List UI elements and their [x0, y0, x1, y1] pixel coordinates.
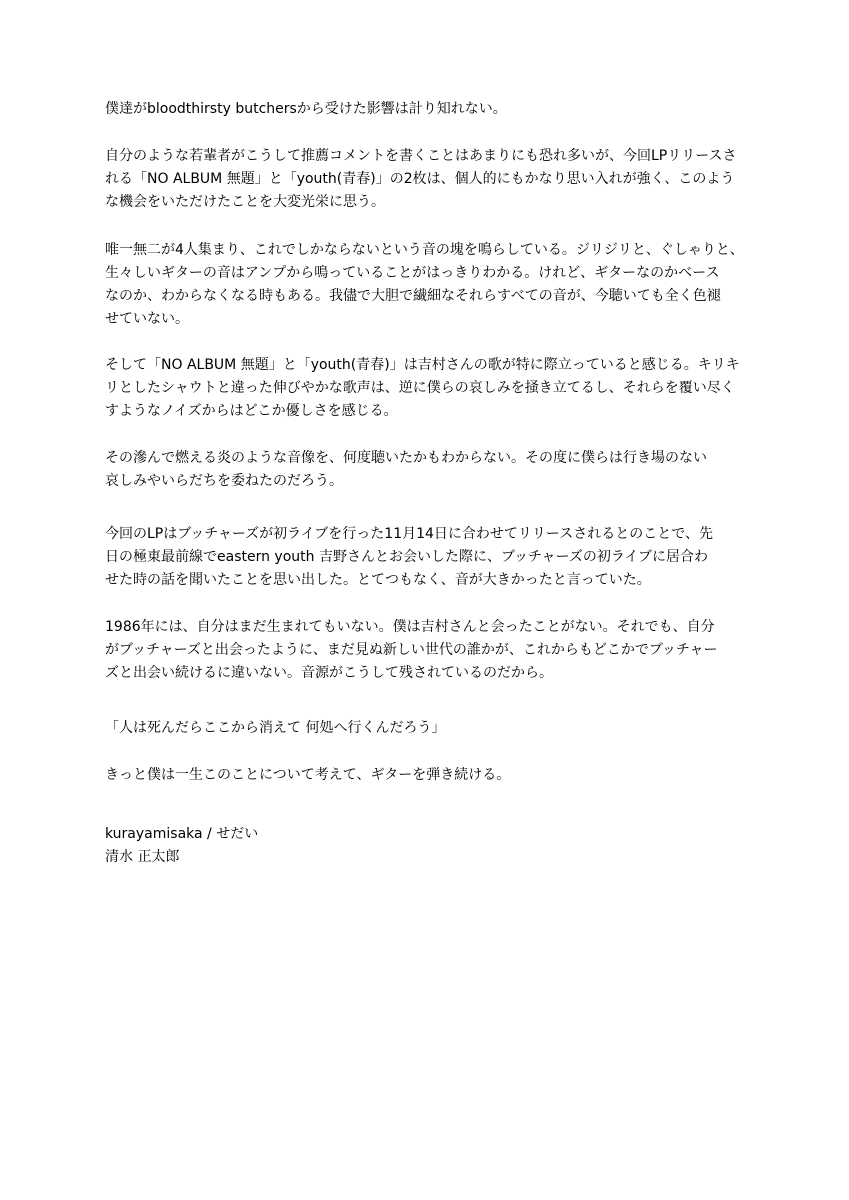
signature [105, 823, 258, 869]
text-line: すようなノイズからはどこか優しさを感じる。 [105, 403, 398, 419]
paragraph [105, 616, 718, 685]
text-line: 自分のような若輩者がこうして推薦コメントを書くことはあまりにも恐れ多いが、今回LPリリースさ [105, 148, 737, 164]
text-line: がブッチャーズと出会ったように、まだ見ぬ新しい世代の誰かが、これからもどこかでブッチャー [105, 642, 718, 658]
text-line: 生々しいギターの音はアンプから鳴っていることがはっきりわかる。けれど、ギターなのかベース [105, 265, 720, 281]
text-line: な機会をいただけたことを大変光栄に思う。 [105, 194, 385, 210]
text-line: そして「NO ALBUM 無題」と「youth(青春)」は吉村さんの歌が特に際立っていると感じる。キリキ [105, 357, 740, 373]
text-line: せていない。 [105, 311, 189, 327]
signature-name: 清水 正太郎 [105, 849, 180, 865]
paragraph [105, 523, 713, 592]
text-line: なのか、わからなくなる時もある。我儘で大胆で繊細なそれらすべての音が、今聴いても全く色褪 [105, 288, 721, 304]
text-line: その滲んで燃える炎のような音像を、何度聴いたかもわからない。その度に僕らは行き場のない [105, 450, 707, 466]
paragraph [105, 145, 737, 214]
text-line: ズと出会い続けるに違いない。音源がこうして残されているのだから。 [105, 665, 553, 681]
text-line: 今回のLPはブッチャーズが初ライブを行った11月14日に合わせてリリースされるとのことで、先 [105, 526, 713, 542]
paragraph [105, 354, 740, 423]
text-line: 哀しみやいらだちを委ねたのだろう。 [105, 473, 343, 489]
text-line: せた時の話を聞いたことを思い出した。とてつもなく、音が大きかったと言っていた。 [105, 572, 651, 588]
paragraph [105, 98, 507, 121]
text-line: きっと僕は一生このことについて考えて、ギターを弾き続ける。 [105, 767, 511, 783]
text-line: リとしたシャウトと違った伸びやかな歌声は、逆に僕らの哀しみを掻き立てるし、それらを覆い尽く [105, 380, 735, 396]
text-line: 「人は死んだらここから消えて 何処へ行くんだろう」 [105, 720, 446, 736]
text-line: 僕達がbloodthirsty butchersから受けた影響は計り知れない。 [105, 101, 507, 117]
text-line: 1986年には、自分はまだ生まれてもいない。僕は吉村さんと会ったことがない。それでも、自分 [105, 619, 715, 635]
quote-paragraph [105, 717, 445, 740]
text-line: れる「NO ALBUM 無題」と「youth(青春)」の2枚は、個人的にもかなり思い入れが強く、このよう [105, 171, 735, 187]
signature-band: kurayamisaka / せだい [105, 826, 259, 842]
text-line: 唯一無二が4人集まり、これでしかならないという音の塊を鳴らしている。ジリジリと、ぐしゃりと、 [105, 242, 744, 258]
paragraph [105, 239, 744, 331]
paragraph [105, 764, 510, 787]
paragraph [105, 447, 707, 493]
text-line: 日の極東最前線でeastern youth 吉野さんとお会いした際に、ブッチャーズの初ライブに居合わ [105, 549, 709, 565]
